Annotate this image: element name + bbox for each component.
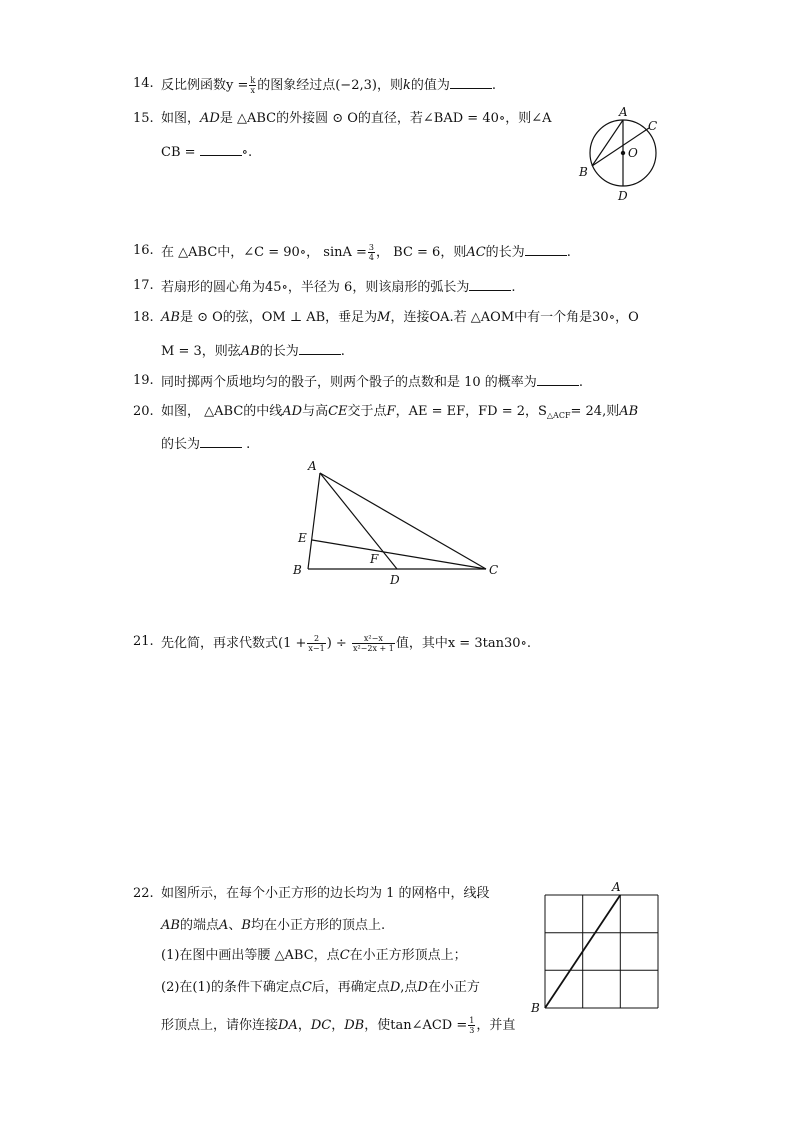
q15-number: 15. xyxy=(133,111,154,126)
answer-blank-20 xyxy=(200,435,242,448)
question-22-line-2: AB的端点A、B均在小正方形的顶点上. xyxy=(161,918,386,933)
q22-number: 22. xyxy=(133,886,154,901)
answer-blank-18 xyxy=(299,342,341,355)
fraction-k-over-x: $\frac{k}{x}$ xyxy=(250,76,256,95)
label-f: F xyxy=(370,552,379,566)
grid-lines xyxy=(545,895,658,1008)
label-d: D xyxy=(390,573,400,587)
segment-ab xyxy=(592,120,623,166)
label-a: A xyxy=(308,459,317,473)
answer-blank-16 xyxy=(525,243,567,256)
question-19: 同时掷两个质地均匀的骰子，则两个骰子的点数和是 10 的概率为 . xyxy=(161,375,583,390)
q21-number: 21. xyxy=(133,634,154,649)
label-b: B xyxy=(531,1001,540,1015)
label-b: B xyxy=(293,563,302,577)
q17-number: 17. xyxy=(133,278,154,293)
label-b: B xyxy=(579,165,588,179)
q16-number: 16. xyxy=(133,243,154,258)
triangle-figure xyxy=(288,456,508,588)
label-d: D xyxy=(618,189,628,203)
question-22-line-3: (1)在图中画出等腰 △ABC，点C在小正方形顶点上； xyxy=(161,948,467,963)
answer-blank-17 xyxy=(469,278,511,291)
question-22-line-1: 如图所示，在每个小正方形的边长均为 1 的网格中，线段 xyxy=(161,886,490,901)
question-21: 先化简，再求代数式(1 + $\frac{2}{x-1}$ ) ÷ $\frac{\text{x²−x}}{\text{x²−2x + 1}}$ 值，其中x = 3tan30∘. xyxy=(161,634,531,653)
fraction-rational-expression: $\frac{\text{x²−x}}{\text{x²−2x + 1}}$ xyxy=(352,634,394,653)
question-14: 反比例函数y = $\frac{k}{x}$ 的图象经过点(−2,3)，则k的值为 . xyxy=(161,76,496,95)
label-o: O xyxy=(628,146,638,160)
answer-blank-15 xyxy=(200,143,242,156)
q14-number: 14. xyxy=(133,76,154,91)
question-20-line-2: 的长为 . xyxy=(161,437,251,452)
fraction-2-over-x-minus-1: $\frac{2}{x-1}$ xyxy=(308,634,325,653)
side-ab xyxy=(308,473,320,569)
label-e: E xyxy=(298,531,307,545)
segment-bc xyxy=(592,128,649,166)
fraction-3-over-4: $\frac{3}{4}$ xyxy=(368,243,375,262)
q20-number: 20. xyxy=(133,404,154,419)
median-ad xyxy=(320,473,397,569)
label-a: A xyxy=(612,880,621,894)
question-16: 在 △ABC中，∠C = 90∘， sinA = $\frac{3}{4}$ ， BC = 6，则AC的长为 . xyxy=(161,243,571,262)
question-20-line-1: 如图， △ABC的中线AD与高CE交于点F，AE = EF，FD = 2，$S_{\triangle ACF}= 24$,则AB xyxy=(161,404,639,420)
question-18-line-1: AB是 ⊙ O的弦，OM ⊥ AB，垂足为M，连接OA.若 △AOM中有一个角是30∘，O xyxy=(161,310,639,325)
answer-blank-19 xyxy=(537,373,579,386)
question-15-line-1: 如图，AD是 △ABC的外接圆 ⊙ O的直径，若∠BAD = 40∘，则∠A xyxy=(161,111,552,126)
question-22-line-4: (2)在(1)的条件下确定点C后，再确定点D,点D在小正方 xyxy=(161,980,480,995)
answer-blank-14 xyxy=(450,76,492,89)
label-a: A xyxy=(619,105,628,119)
q19-number: 19. xyxy=(133,373,154,388)
question-18-line-2: M = 3，则弦AB的长为 . xyxy=(161,344,345,359)
grid-figure xyxy=(528,878,668,1018)
label-c: C xyxy=(648,119,658,133)
circle-figure xyxy=(578,100,668,205)
fraction-1-over-3: $\frac{1}{3}$ xyxy=(469,1016,475,1035)
question-22-line-5: 形顶点上，请你连接DA，DC，DB，使tan∠ACD = $\frac{1}{3}$ ，并直 xyxy=(161,1016,516,1035)
q18-number: 18. xyxy=(133,310,154,325)
question-17: 若扇形的圆心角为45∘，半径为 6，则该扇形的弧长为 . xyxy=(161,280,516,295)
center-point-o xyxy=(621,151,625,155)
label-c: C xyxy=(489,563,499,577)
question-15-line-2: CB = ∘. xyxy=(161,145,253,160)
